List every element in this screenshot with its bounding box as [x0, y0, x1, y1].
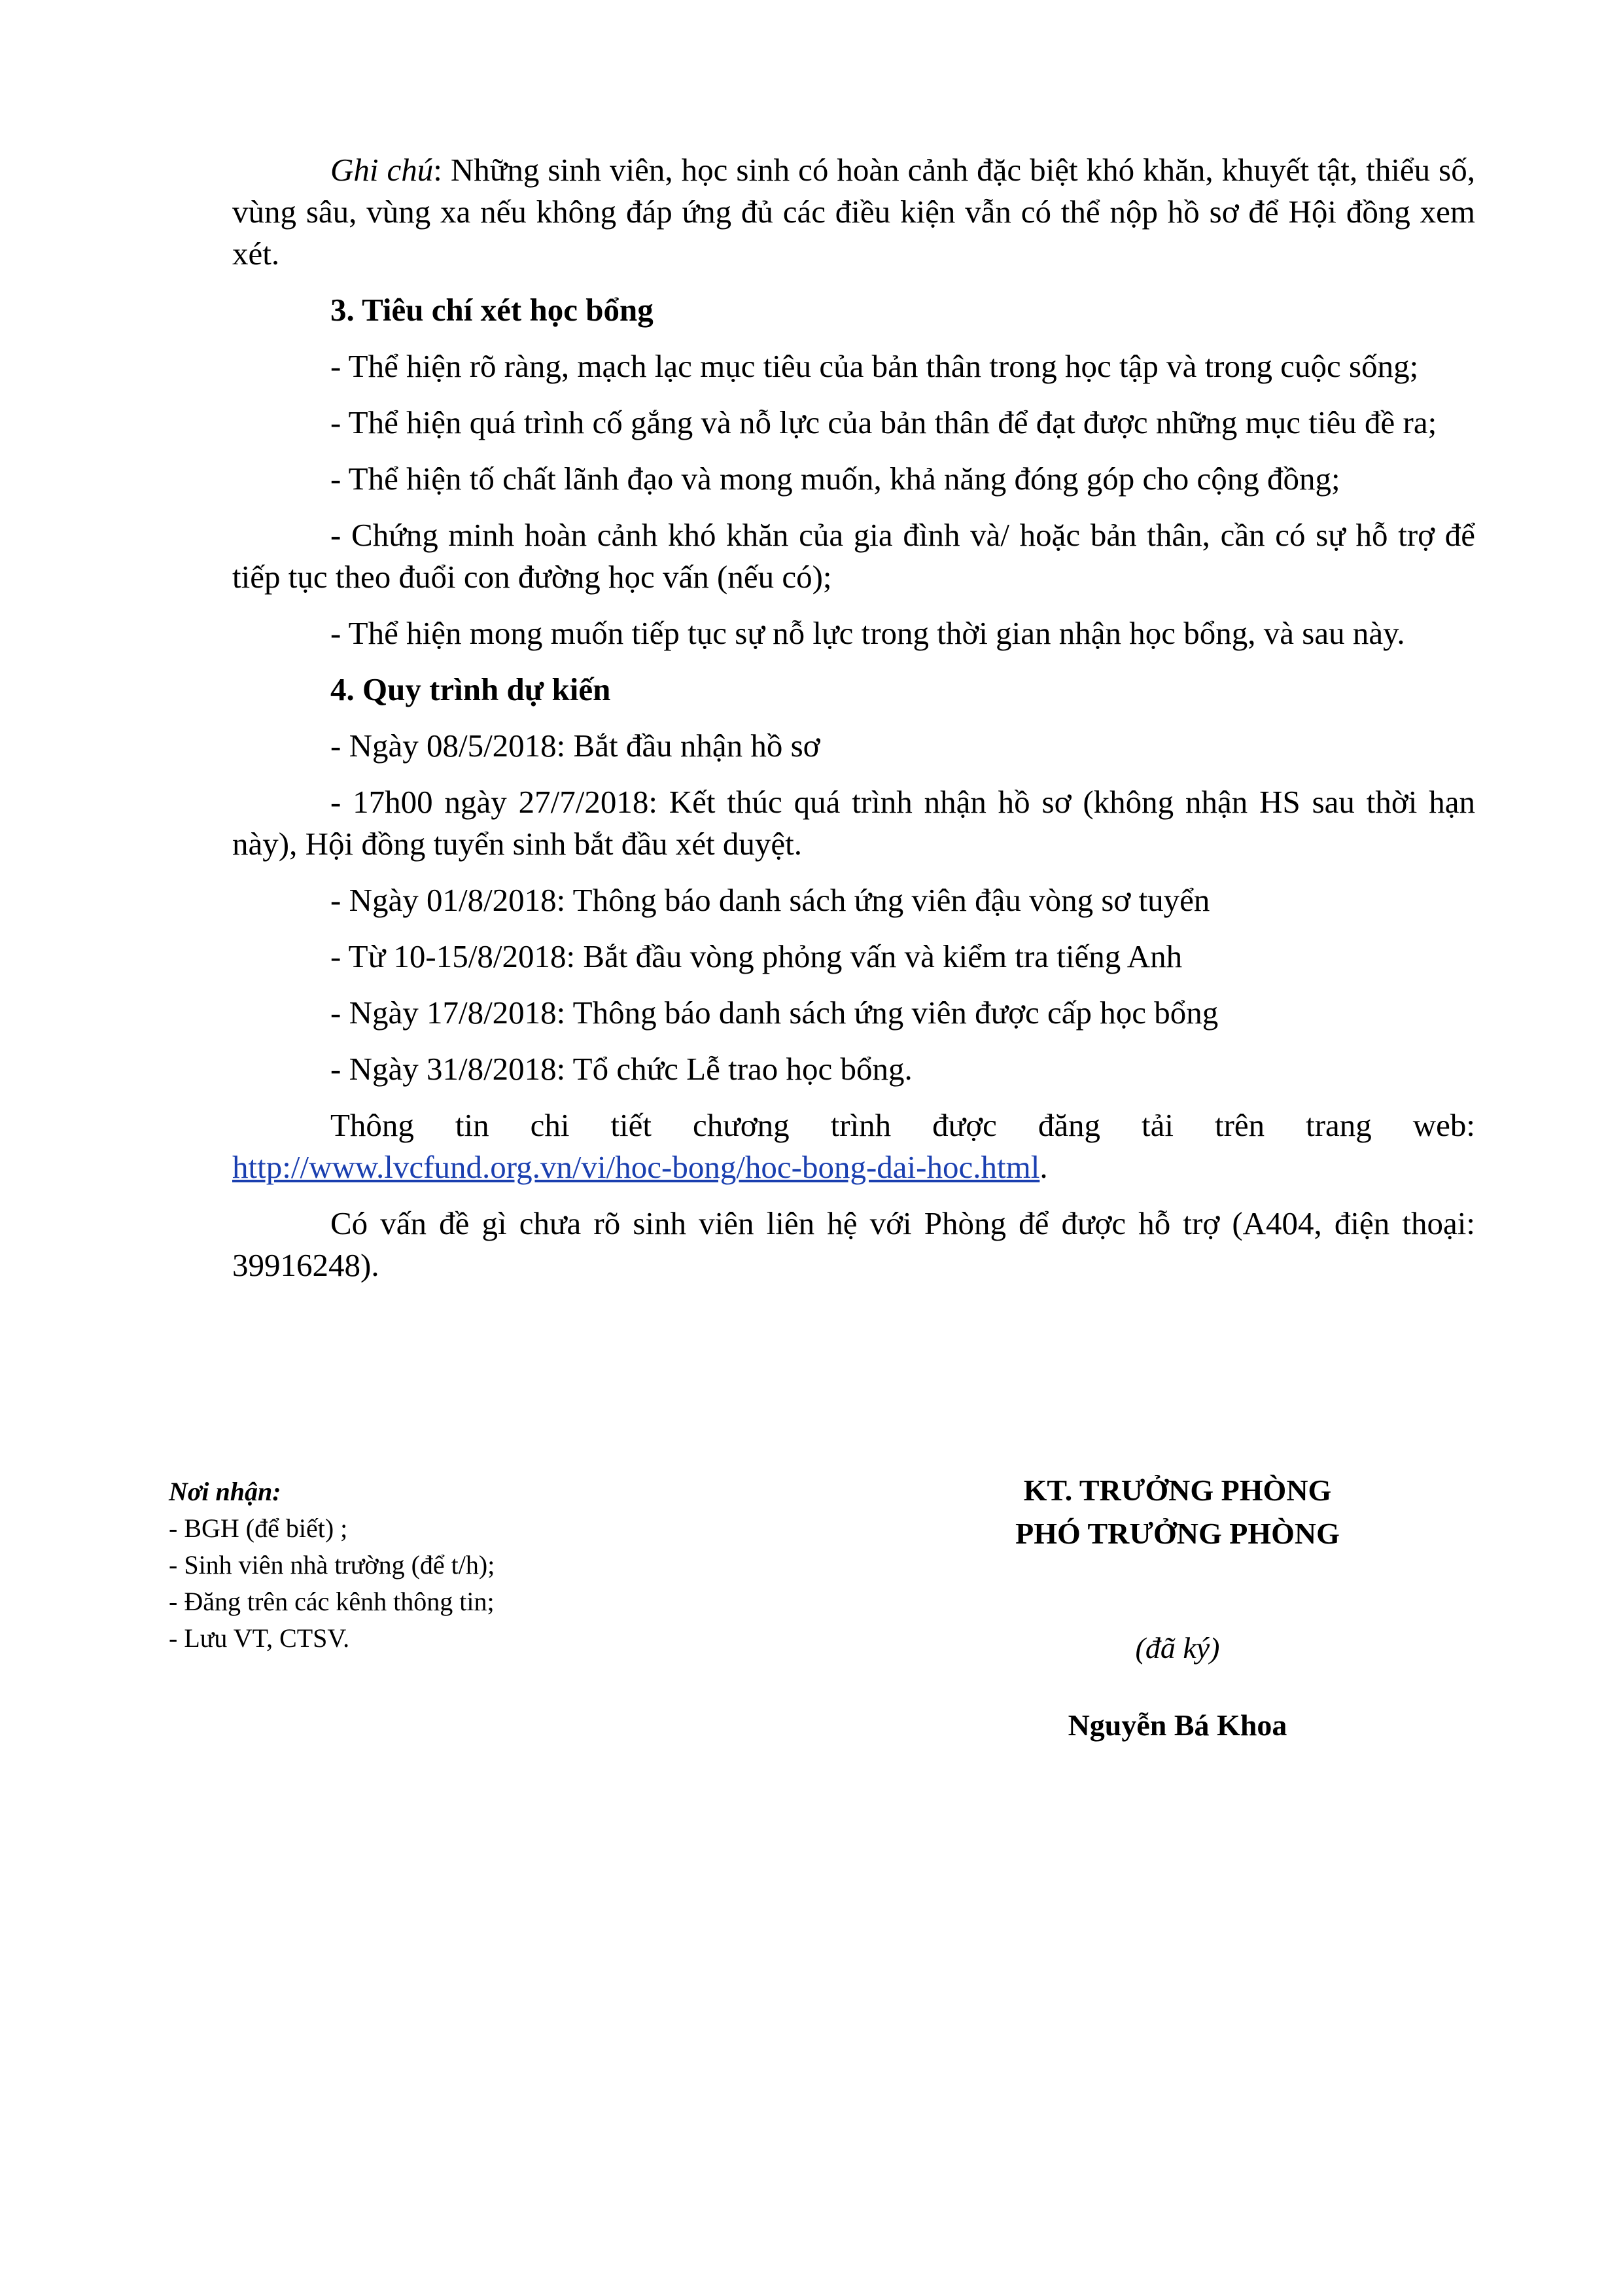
- criteria-item: - Thể hiện mong muốn tiếp tục sự nỗ lực trong thời gian nhận học bổng, và sau này.: [330, 615, 1405, 651]
- program-website-link[interactable]: http://www.lvcfund.org.vn/vi/hoc-bong/hoc-bong-dai-hoc.html: [232, 1149, 1040, 1185]
- signature-block: [850, 1469, 1505, 1745]
- note-text: : Những sinh viên, học sinh có hoàn cảnh đặc biệt khó khăn, khuyết tật, thiểu số, vùng sâu, vùng xa nếu không đáp ứng đủ các điều kiện vẫn có thể nộp hồ sơ để Hội đồng xem xét.: [232, 152, 1476, 272]
- timeline-item: - Ngày 08/5/2018: Bắt đầu nhận hồ sơ: [330, 728, 820, 764]
- recipient-item: - Đăng trên các kênh thông tin;: [169, 1587, 495, 1616]
- timeline-item: - Ngày 01/8/2018: Thông báo danh sách ứng viên đậu vòng sơ tuyển: [330, 882, 1210, 918]
- recipient-item: - Sinh viên nhà trường (để t/h);: [169, 1550, 495, 1580]
- recipient-item: - BGH (để biết) ;: [169, 1513, 348, 1543]
- signer-role-deputy: PHÓ TRƯỞNG PHÒNG: [1015, 1517, 1340, 1550]
- timeline-item: - 17h00 ngày 27/7/2018: Kết thúc quá trình nhận hồ sơ (không nhận HS sau thời hạn này), Hội đồng tuyển sinh bắt đầu xét duyệt.: [232, 784, 1475, 862]
- document-body: [232, 149, 1475, 1301]
- criteria-item: - Thể hiện rõ ràng, mạch lạc mục tiêu của bản thân trong học tập và trong cuộc sống;: [330, 348, 1419, 384]
- contact-paragraph: Có vấn đề gì chưa rõ sinh viên liên hệ với Phòng để được hỗ trợ (A404, điện thoại: 39916248).: [232, 1205, 1475, 1283]
- timeline-item: - Ngày 31/8/2018: Tổ chức Lễ trao học bổng.: [330, 1051, 913, 1087]
- recipients-block: [169, 1474, 758, 1657]
- signer-name: Nguyễn Bá Khoa: [1068, 1708, 1287, 1742]
- timeline-item: - Ngày 17/8/2018: Thông báo danh sách ứng viên được cấp học bổng: [330, 995, 1219, 1031]
- criteria-item: - Chứng minh hoàn cảnh khó khăn của gia đình và/ hoặc bản thân, cần có sự hỗ trợ để tiếp tục theo đuổi con đường học vấn (nếu có);: [232, 517, 1475, 595]
- timeline-item: - Từ 10-15/8/2018: Bắt đầu vòng phỏng vấn và kiểm tra tiếng Anh: [330, 938, 1183, 974]
- signed-note: (đã ký): [1135, 1631, 1220, 1665]
- section4-heading: 4. Quy trình dự kiến: [330, 671, 611, 707]
- signer-role-primary: KT. TRƯỞNG PHÒNG: [1023, 1474, 1332, 1507]
- recipient-item: - Lưu VT, CTSV.: [169, 1623, 350, 1653]
- criteria-item: - Thể hiện quá trình cố gắng và nỗ lực của bản thân để đạt được những mục tiêu đề ra;: [330, 404, 1437, 440]
- criteria-item: - Thể hiện tố chất lãnh đạo và mong muốn, khả năng đóng góp cho cộng đồng;: [330, 461, 1340, 497]
- info-text: Thông tin chi tiết chương trình được đăng tải trên trang web:: [330, 1107, 1475, 1143]
- note-paragraph: [232, 149, 1475, 275]
- info-suffix: .: [1039, 1149, 1048, 1185]
- info-paragraph: [232, 1104, 1475, 1188]
- note-label: Ghi chú: [330, 152, 434, 188]
- section3-heading: 3. Tiêu chí xét học bổng: [330, 292, 654, 328]
- recipients-title: Nơi nhận:: [169, 1477, 281, 1506]
